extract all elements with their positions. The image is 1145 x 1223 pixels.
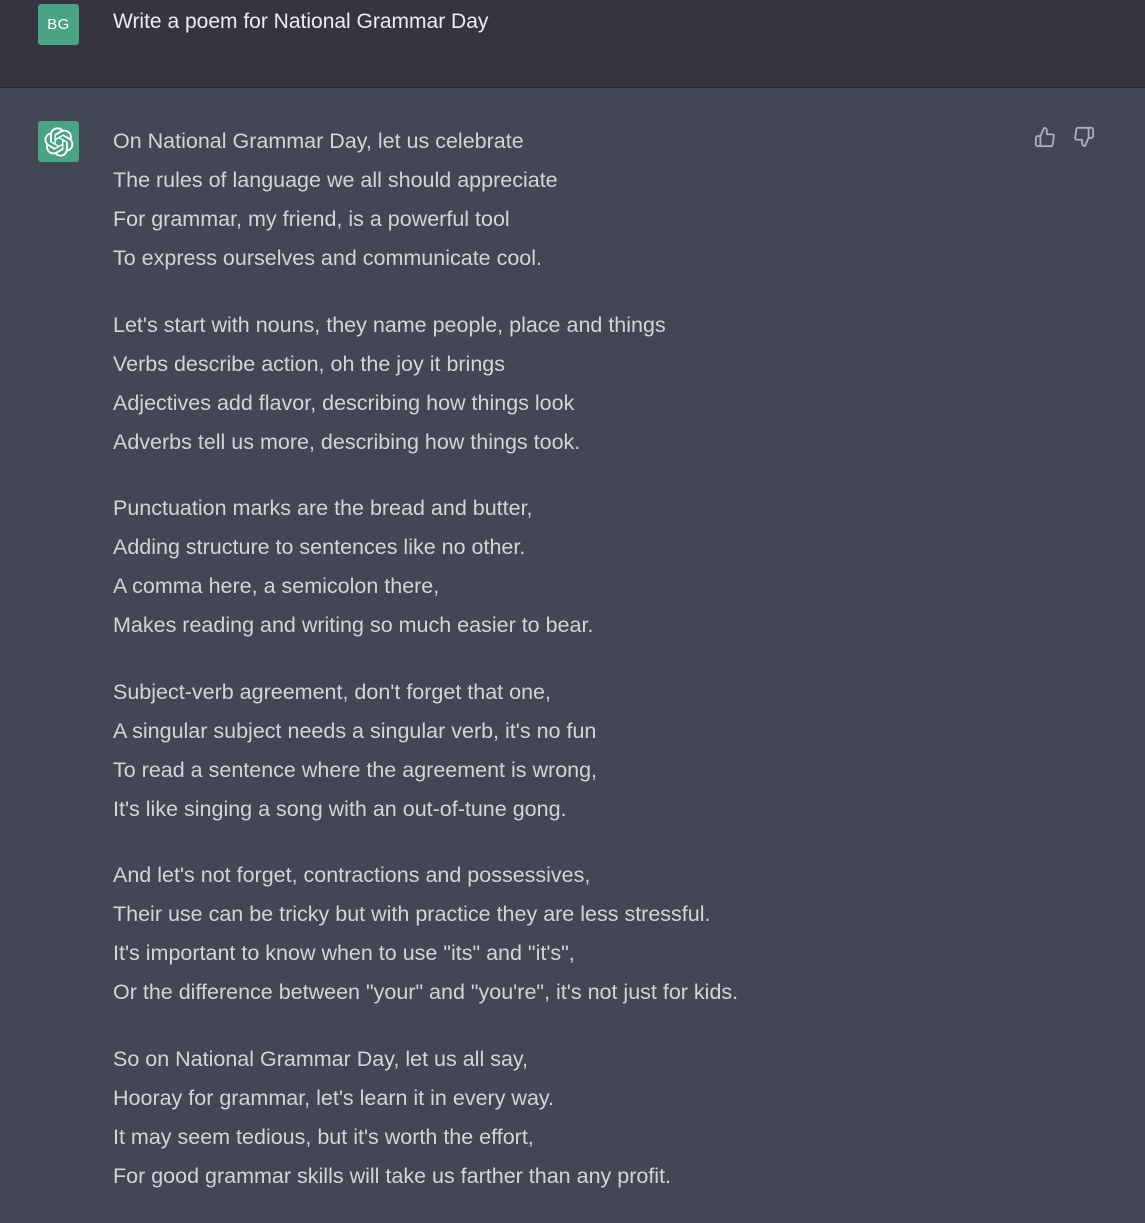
poem-line: On National Grammar Day, let us celebrate: [113, 129, 524, 153]
poem-line: So on National Grammar Day, let us all say,: [113, 1046, 529, 1071]
poem-stanza: [113, 122, 993, 278]
thumbs-up-button[interactable]: [1032, 124, 1058, 150]
poem-line: Subject-verb agreement, don't forget that one,: [113, 679, 551, 704]
poem-stanza: [113, 673, 993, 829]
poem-line: To read a sentence where the agreement is wrong,: [113, 757, 598, 782]
assistant-avatar: [38, 121, 79, 162]
poem-line: Verbs describe action, oh the joy it brings: [113, 351, 505, 376]
poem-line: Makes reading and writing so much easier to bear.: [113, 613, 594, 637]
poem-line: A singular subject needs a singular verb, it's no fun: [113, 718, 597, 743]
poem-line: A comma here, a semicolon there,: [113, 574, 440, 598]
poem-line: To express ourselves and communicate cool.: [113, 246, 543, 270]
thumbs-down-button[interactable]: [1071, 124, 1097, 150]
assistant-response: [113, 122, 993, 1223]
assistant-message-row: [0, 88, 1145, 1200]
poem-line: Punctuation marks are the bread and butter,: [113, 496, 533, 520]
poem-line: Adding structure to sentences like no other.: [113, 535, 526, 559]
poem-line: Their use can be tricky but with practice they are less stressful.: [113, 902, 711, 926]
poem-stanza: [113, 856, 993, 1012]
poem-stanza: [113, 306, 993, 462]
poem-line: Adjectives add flavor, describing how things look: [113, 390, 575, 415]
poem-line: For good grammar skills will take us farther than any profit.: [113, 1163, 672, 1188]
poem-line: It's like singing a song with an out-of-tune gong.: [113, 796, 567, 821]
user-message-row: [0, 0, 1145, 88]
poem-line: The rules of language we all should appreciate: [113, 168, 558, 192]
poem-stanza: [113, 489, 993, 645]
poem-line: It may seem tedious, but it's worth the effort,: [113, 1124, 534, 1149]
user-prompt-text: Write a poem for National Grammar Day: [113, 10, 489, 33]
poem-line: For grammar, my friend, is a powerful tool: [113, 207, 510, 231]
thumbs-up-icon: [1034, 126, 1056, 148]
poem-line: Hooray for grammar, let's learn it in every way.: [113, 1085, 555, 1110]
user-avatar: [38, 4, 79, 45]
poem-line: Or the difference between "your" and "you're", it's not just for kids.: [113, 980, 739, 1004]
poem-line: It's important to know when to use "its" and "it's",: [113, 941, 575, 965]
poem-stanza: [113, 1040, 993, 1196]
thumbs-down-icon: [1073, 126, 1095, 148]
openai-logo-icon: [44, 127, 74, 157]
user-avatar-initials: BG: [47, 16, 70, 33]
poem-line: And let's not forget, contractions and possessives,: [113, 863, 591, 887]
poem-line: Let's start with nouns, they name people, place and things: [113, 312, 666, 337]
poem-line: Adverbs tell us more, describing how things took.: [113, 429, 581, 454]
